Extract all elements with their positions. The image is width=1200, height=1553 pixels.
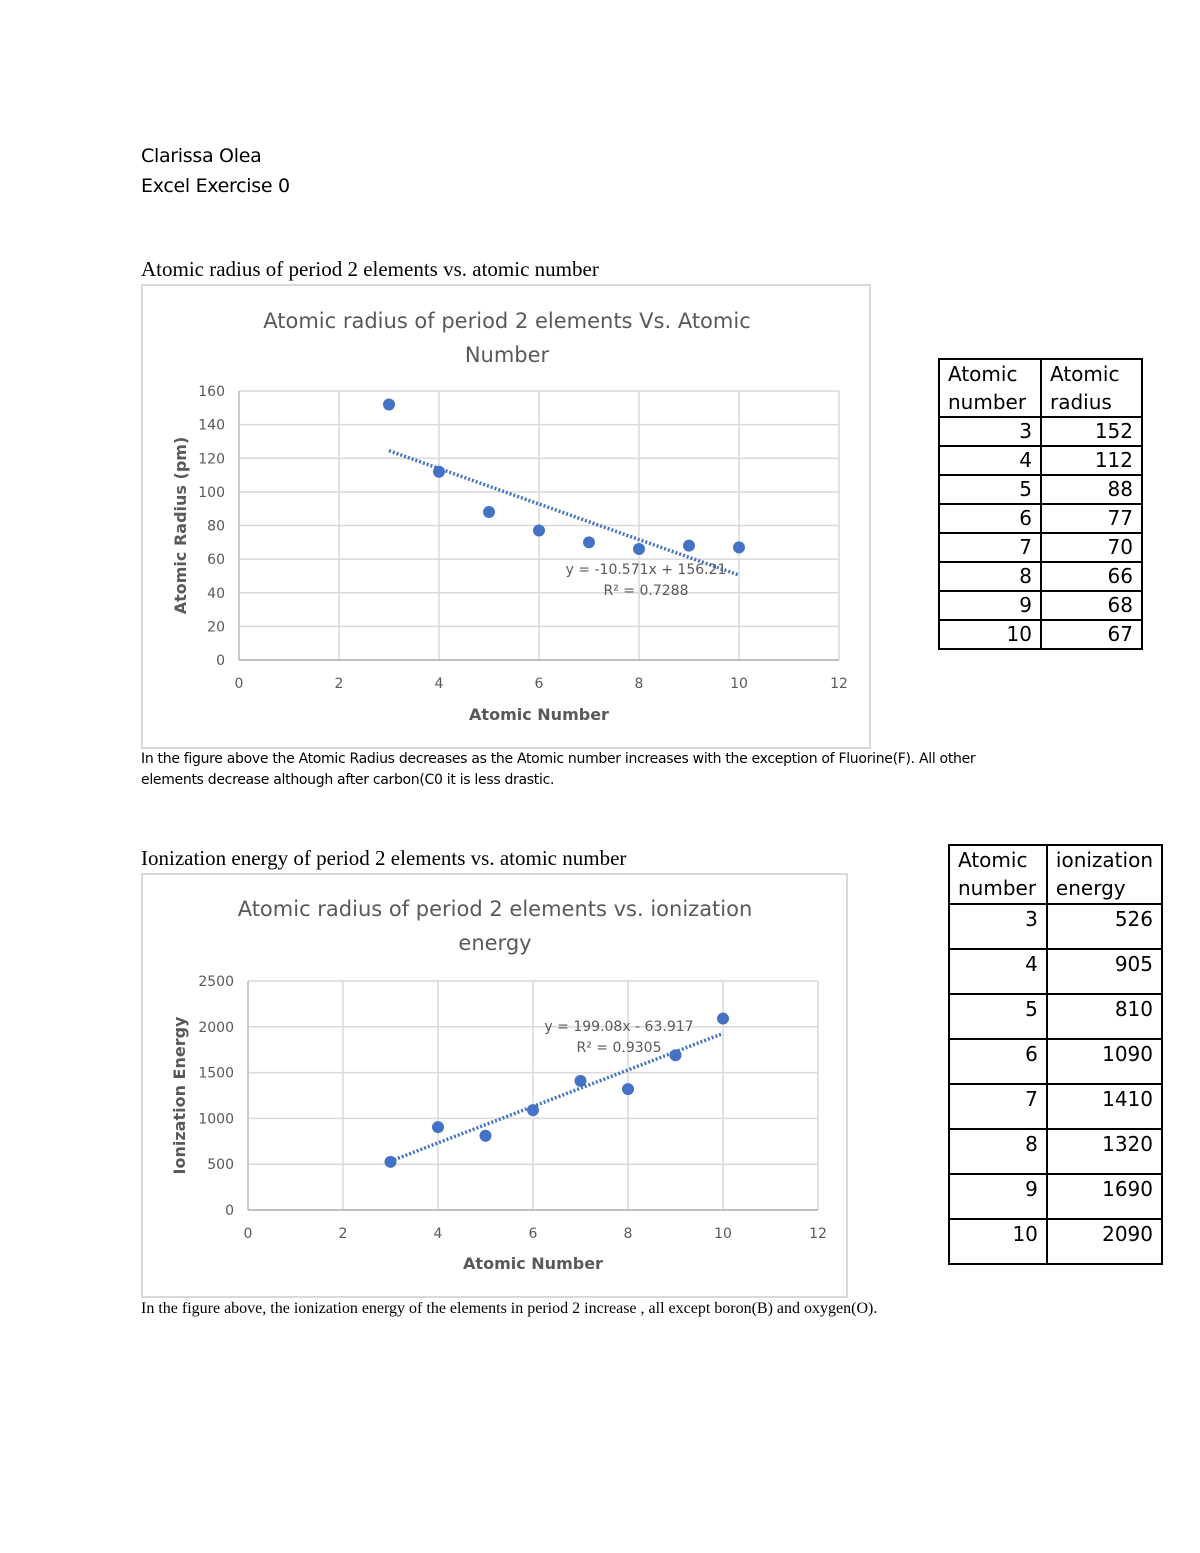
chart-title-line1: Atomic radius of period 2 elements vs. ionization	[237, 897, 753, 921]
radius-table-header-cell: Atomic radius	[1041, 359, 1142, 417]
ionization-table-cell: 810	[1047, 994, 1162, 1039]
data-point	[527, 1104, 539, 1116]
ionization-table-cell: 7	[949, 1084, 1047, 1129]
x-tick-label: 8	[623, 1226, 633, 1242]
ionization-table-row	[949, 1174, 1162, 1219]
y-tick-label: 1500	[198, 1065, 234, 1082]
radius-table-cell: 3	[939, 417, 1041, 446]
atomic-radius-chart	[141, 284, 871, 749]
chart-title-line2: energy	[458, 931, 532, 955]
ionization-table-header-cell: ionization energy	[1047, 845, 1162, 904]
ionization-table-row	[949, 949, 1162, 994]
radius-table-cell: 112	[1041, 446, 1142, 475]
radius-table-cell: 4	[939, 446, 1041, 475]
data-point	[385, 1156, 397, 1168]
data-point	[633, 543, 645, 555]
radius-table-cell: 67	[1041, 620, 1142, 649]
x-tick-label: 8	[634, 676, 644, 692]
y-tick-label: 60	[207, 552, 225, 569]
radius-table-cell: 9	[939, 591, 1041, 620]
radius-table-row	[939, 533, 1142, 562]
y-tick-label: 120	[198, 451, 225, 468]
atomic-radius-chart-svg	[143, 286, 869, 747]
ionization-table-cell: 1320	[1047, 1129, 1162, 1174]
y-tick-label: 80	[207, 518, 225, 535]
data-point	[480, 1130, 492, 1142]
x-tick-label: 0	[234, 676, 244, 692]
chart-title-line1: Atomic radius of period 2 elements Vs. Atomic	[263, 309, 751, 333]
ionization-energy-table	[948, 844, 1163, 1265]
y-tick-label: 40	[207, 585, 225, 602]
assignment-title: Excel Exercise 0	[141, 175, 290, 197]
ionization-energy-chart-svg	[143, 875, 846, 1296]
ionization-table-cell: 9	[949, 1174, 1047, 1219]
y-axis-label: Ionization Energy	[170, 1016, 189, 1175]
x-tick-label: 0	[243, 1226, 253, 1242]
author-name: Clarissa Olea	[141, 145, 262, 167]
ionization-table-header-row	[949, 845, 1162, 904]
data-point	[622, 1083, 634, 1095]
data-point	[533, 525, 545, 537]
atomic-radius-table	[938, 358, 1143, 650]
y-tick-label: 100	[198, 484, 225, 501]
radius-table-cell: 10	[939, 620, 1041, 649]
radius-table-row	[939, 591, 1142, 620]
radius-table-cell: 66	[1041, 562, 1142, 591]
radius-table-row	[939, 475, 1142, 504]
radius-table-cell: 8	[939, 562, 1041, 591]
y-tick-label: 0	[216, 653, 225, 669]
ionization-table-cell: 2090	[1047, 1219, 1162, 1264]
ionization-table-cell: 5	[949, 994, 1047, 1039]
y-tick-label: 1000	[198, 1111, 234, 1128]
ionization-table-cell: 526	[1047, 904, 1162, 949]
x-tick-label: 4	[433, 1226, 443, 1242]
radius-table-row	[939, 620, 1142, 649]
data-point	[683, 540, 695, 552]
ionization-table-row	[949, 1129, 1162, 1174]
ionization-table-cell: 8	[949, 1129, 1047, 1174]
ionization-table-row	[949, 1039, 1162, 1084]
radius-table-cell: 77	[1041, 504, 1142, 533]
radius-table-cell: 7	[939, 533, 1041, 562]
section1-caption-line2: elements decrease although after carbon(C0 it is less drastic.	[141, 772, 555, 788]
trendline-r-squared: R² = 0.7288	[603, 583, 689, 599]
radius-table-cell: 88	[1041, 475, 1142, 504]
ionization-table-cell: 6	[949, 1039, 1047, 1084]
radius-table-cell: 70	[1041, 533, 1142, 562]
section1-caption-line1: In the figure above the Atomic Radius decreases as the Atomic number increases with the exception of Fluorine(F). All other	[141, 751, 976, 767]
data-point	[383, 398, 395, 410]
radius-table-header-cell: Atomic number	[939, 359, 1041, 417]
x-tick-label: 10	[714, 1226, 732, 1242]
radius-table-row	[939, 562, 1142, 591]
data-point	[575, 1075, 587, 1087]
ionization-table-cell: 4	[949, 949, 1047, 994]
ionization-table-cell: 10	[949, 1219, 1047, 1264]
data-point	[433, 466, 445, 478]
ionization-table-cell: 1410	[1047, 1084, 1162, 1129]
radius-table-cell: 5	[939, 475, 1041, 504]
y-tick-label: 0	[225, 1203, 234, 1219]
ionization-table-row	[949, 1219, 1162, 1264]
x-tick-label: 6	[528, 1226, 538, 1242]
ionization-energy-chart	[141, 873, 848, 1298]
x-tick-label: 10	[730, 676, 748, 692]
section2-title: Ionization energy of period 2 elements vs. atomic number	[141, 846, 627, 870]
radius-table-cell: 68	[1041, 591, 1142, 620]
ionization-table-header-cell: Atomic number	[949, 845, 1047, 904]
radius-table-row	[939, 504, 1142, 533]
radius-table-header-row	[939, 359, 1142, 417]
chart-title-line2: Number	[464, 343, 550, 367]
x-tick-label: 2	[338, 1226, 348, 1242]
section2-caption: In the figure above, the ionization energy of the elements in period 2 increase , all except boron(B) and oxygen(O).	[141, 1300, 878, 1317]
ionization-table-cell: 1690	[1047, 1174, 1162, 1219]
x-tick-label: 4	[434, 676, 444, 692]
data-point	[432, 1121, 444, 1133]
y-tick-label: 160	[198, 384, 225, 400]
radius-table-row	[939, 446, 1142, 475]
x-tick-label: 12	[830, 676, 848, 692]
x-axis-label: Atomic Number	[463, 1254, 603, 1273]
data-point	[670, 1049, 682, 1061]
ionization-table-cell: 1090	[1047, 1039, 1162, 1084]
radius-table-cell: 152	[1041, 417, 1142, 446]
ionization-table-row	[949, 1084, 1162, 1129]
trendline-equation: y = 199.08x - 63.917	[544, 1019, 694, 1035]
ionization-table-row	[949, 994, 1162, 1039]
data-point	[717, 1013, 729, 1025]
ionization-table-cell: 905	[1047, 949, 1162, 994]
radius-table-row	[939, 417, 1142, 446]
y-tick-label: 140	[198, 417, 225, 434]
ionization-table-cell: 3	[949, 904, 1047, 949]
ionization-table-row	[949, 904, 1162, 949]
trendline-equation: y = -10.571x + 156.21	[565, 562, 727, 578]
x-tick-label: 12	[809, 1226, 827, 1242]
data-point	[483, 506, 495, 518]
y-tick-label: 500	[207, 1157, 234, 1174]
x-axis-label: Atomic Number	[469, 705, 609, 724]
data-point	[583, 536, 595, 548]
y-tick-label: 2500	[198, 974, 234, 990]
data-point	[733, 541, 745, 553]
y-tick-label: 20	[207, 619, 225, 636]
y-tick-label: 2000	[198, 1019, 234, 1036]
section1-title: Atomic radius of period 2 elements vs. atomic number	[141, 257, 599, 281]
trendline-r-squared: R² = 0.9305	[576, 1040, 662, 1056]
y-axis-label: Atomic Radius (pm)	[171, 436, 190, 615]
x-tick-label: 6	[534, 676, 544, 692]
radius-table-cell: 6	[939, 504, 1041, 533]
x-tick-label: 2	[334, 676, 344, 692]
